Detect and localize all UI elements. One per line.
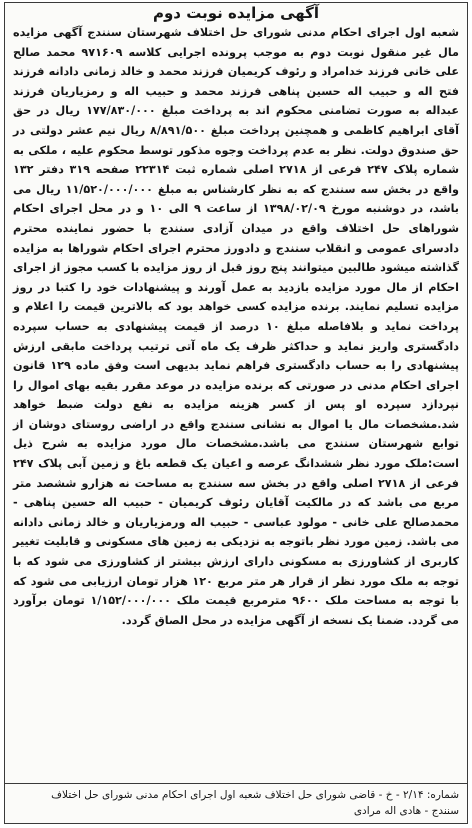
- notice-body: شعبه اول اجرای احکام مدنی شورای حل اختلاف شهرستان سنندج آگهی مزایده مال غیر منقول نوبت دوم به موجب پرونده اجرایی کلاسه ۹۷۱۶۰۹ محمد صالح علی خانی فرزند خدامراد و رئوف کریمیان فرزند محمد و خالد زمانی دادانه فرزند فتح اله و حبیب اله حسین پناهی فرزند محمد و حبیب اله و رمزیاریان فرزند عبداله به صورت تضامنی محکوم اند به پرداخت مبلغ ۱۷۷/۸۳۰/۰۰۰ ریال در حق آقای ابراهیم کاظمی و همچنین پرداخت مبلغ ۸/۸۹۱/۵۰۰ ریال نیم عشر دولتی در حق صندوق دولت. نظر به عدم پرداخت وجوه مذکور توسط محکوم علیه ، ملکی به شماره پلاک ۲۴۷ فرعی از ۲۷۱۸ اصلی شماره ثبت ۲۲۳۱۴ صفحه ۳۱۹ دفتر ۱۳۲ واقع در بخش سه سنندج که به نظر کارشناس به مبلغ ۱۱/۵۲۰/۰۰۰/۰۰۰ ریال می باشد، در دوشنبه مورخ ۱۳۹۸/۰۲/۰۹ از ساعت ۹ الی ۱۰ و در محل اجرای احکام شوراهای حل اختلاف واقع در میدان آزادی سنندج با حضور نماینده محترم دادسرای عمومی و انقلاب سنندج و دادورز محترم اجرای احکام شوراها به مزایده گذاشته میشود طالبین میتوانند پنج روز قبل از روز مزایده با کسب مجوز از اجرای احکام از مال مورد مزایده بازدید به عمل آورند و پیشنهادات خود را کتبا در روز مزایده تسلیم نمایند. برنده مزایده کسی خواهد بود که بالاترین قیمت را اعلام و پرداخت نماید و بلافاصله مبلغ ۱۰ درصد از قیمت پیشنهادی به حساب سپرده دادگستری واریز نماید و حداکثر ظرف یک ماه آتی ترتیب پرداخت مابقی ارزش پیشنهادی را به حساب دادگستری فراهم نماید بدیهی است وفق ماده ۱۲۹ قانون اجرای احکام مدنی در صورتی که برنده مزایده در موعد مقرر بقیه بهای اموال را نپردازد سپرده او پس از کسر هزینه مزایده به نفع دولت ضبط خواهد شد.مشخصات مال یا اموال به نشانی سنندج واقع در اراضی روستای دوشان از توابع شهرستان سنندج می باشد.مشخصات مال مورد مزایده به شرح ذیل است:ملک مورد نظر ششدانگ عرصه و اعیان یک قطعه باغ و زمین آبی پلاک ۲۴۷ فرعی از ۲۷۱۸ اصلی واقع در بخش سه سنندج به مساحت نه هزارو ششصد متر مربع می باشد که در مالکیت آقایان رئوف کریمیان - حبیب اله حسین پناهی - محمدصالح علی خانی - مولود عباسی - حبیب اله ورمزیاریان و خالد زمانی دادانه می باشد. زمین مورد نظر باتوجه به نزدیکی به زمین های مسکونی و قابلیت تغییر کاربری از کشاورزی به مسکونی دارای ارزش بیشتر از کشاورزی می شود که با توجه به ملک مورد نظر از قرار هر متر مربع ۱۲۰ هزار تومان ارزیابی می شود که با توجه به مساحت ملک ۹۶۰۰ مترمربع قیمت ملک ۱/۱۵۲/۰۰۰/۰۰۰ تومان برآورد می گردد. ضمنا یک نسخه از آگهی مزایده در محل الصاق گردد.: [13, 26, 460, 627]
- notice-title: آگهی مزایده نوبت دوم: [152, 4, 320, 22]
- footer-reference: شماره: ۲/۱۴ - خ - قاضی شورای حل اختلاف شعبه اول اجرای احکام مدنی شورای حل اختلاف: [51, 789, 459, 801]
- footer-signatory: سنندج - هادی اله مرادی: [353, 805, 459, 817]
- auction-notice: [4, 2, 468, 824]
- notice-footer: [5, 783, 467, 823]
